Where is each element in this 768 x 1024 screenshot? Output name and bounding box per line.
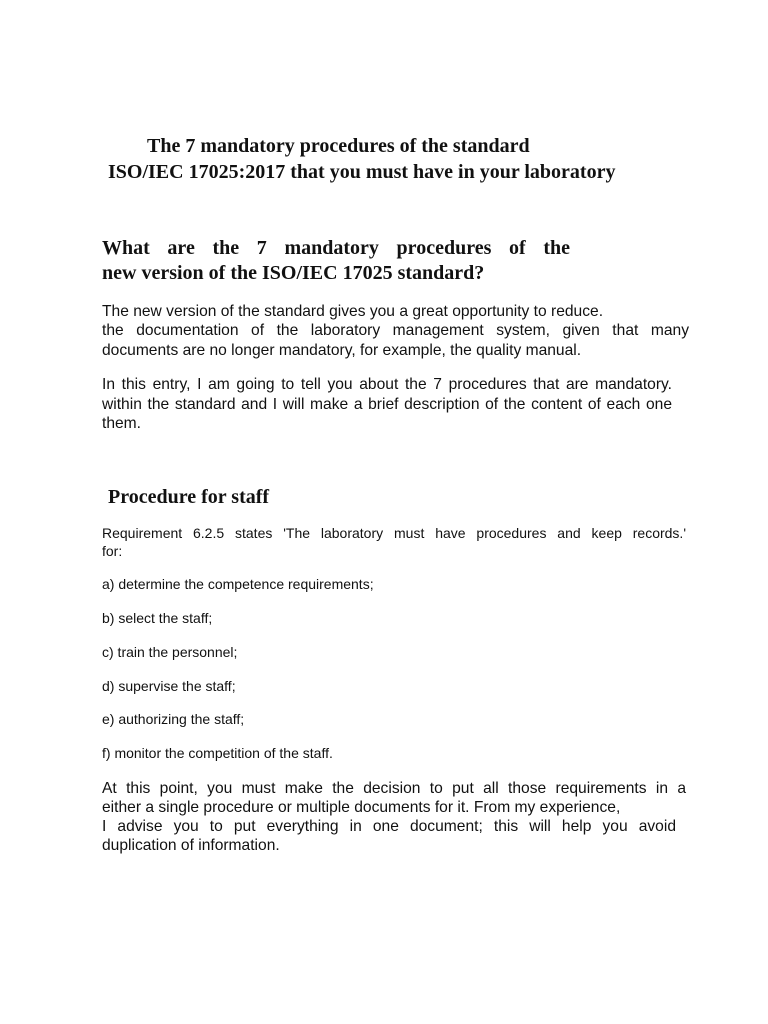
paragraph-2-line-3: them. <box>102 415 141 432</box>
document-title-line-1: The 7 mandatory procedures of the standard <box>147 135 530 157</box>
paragraph-1-line-3: documents are no longer mandatory, for example, the quality manual. <box>102 342 582 359</box>
list-item-b: b) select the staff; <box>102 610 213 626</box>
list-item-a: a) determine the competence requirements; <box>102 576 374 592</box>
paragraph-2-line-2: within the standard and I will make a brief description of the content of each one <box>102 396 672 413</box>
paragraph-1-line-1: The new version of the standard gives you a great opportunity to reduce. <box>102 303 604 320</box>
conclusion-line-3: I advise you to put everything in one document; this will help you avoid <box>102 818 676 835</box>
section-heading-line-2: new version of the ISO/IEC 17025 standard? <box>102 262 485 284</box>
requirement-line-2: for: <box>102 543 123 559</box>
paragraph-1-line-2: the documentation of the laboratory management system, given that many <box>102 322 689 339</box>
requirement-line-1: Requirement 6.2.5 states 'The laboratory must have procedures and keep records.' <box>102 525 686 541</box>
list-item-f: f) monitor the competition of the staff. <box>102 745 333 761</box>
section-heading-line-1: What are the 7 mandatory procedures of the <box>102 237 570 259</box>
conclusion-line-1: At this point, you must make the decision to put all those requirements in a <box>102 780 686 797</box>
list-item-d: d) supervise the staff; <box>102 678 236 694</box>
document-title-line-2: ISO/IEC 17025:2017 that you must have in your laboratory <box>108 161 616 183</box>
list-item-c: c) train the personnel; <box>102 644 238 660</box>
conclusion-line-2: either a single procedure or multiple documents for it. From my experience, <box>102 799 621 816</box>
procedure-staff-heading: Procedure for staff <box>108 486 270 508</box>
paragraph-2-line-1: In this entry, I am going to tell you about the 7 procedures that are mandatory. <box>102 376 672 393</box>
list-item-e: e) authorizing the staff; <box>102 711 245 727</box>
conclusion-line-4: duplication of information. <box>102 837 280 854</box>
